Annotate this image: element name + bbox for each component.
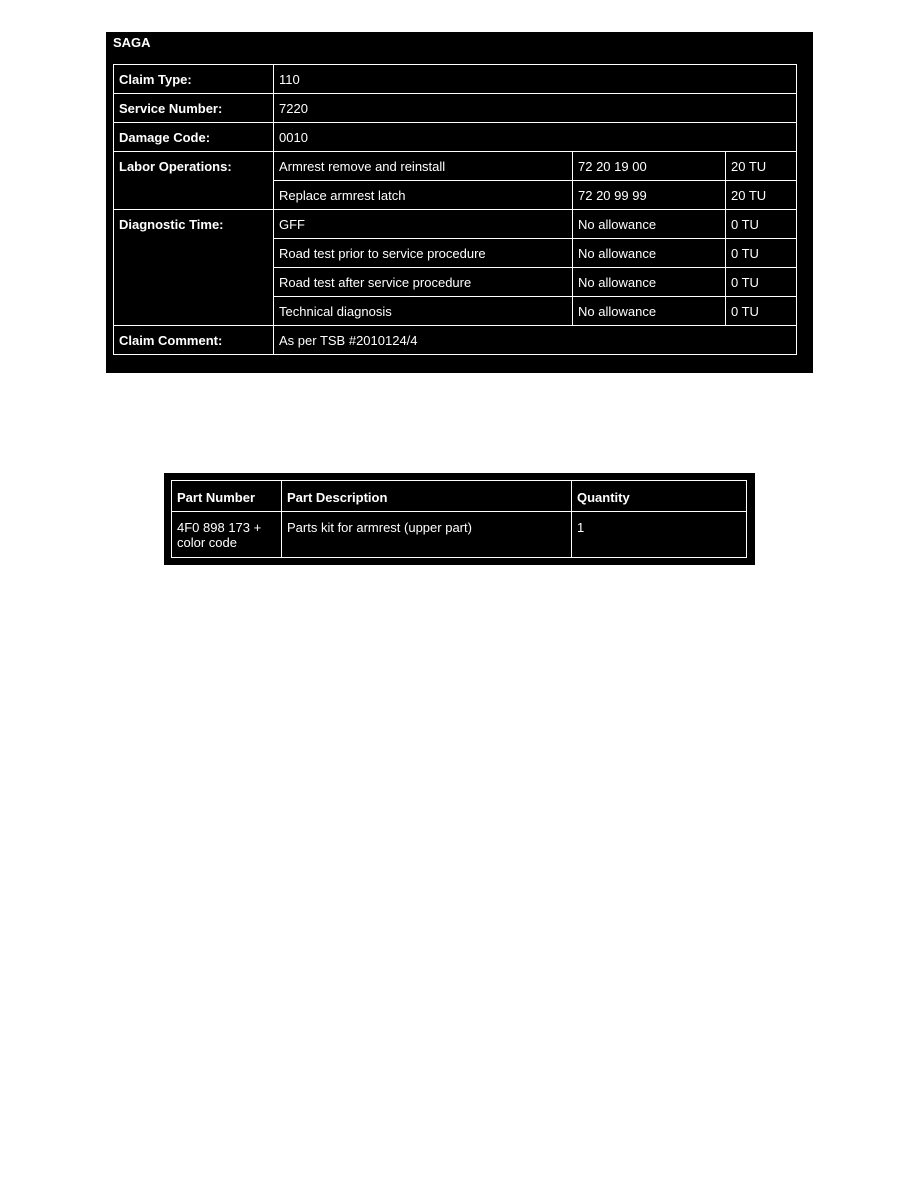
part-quantity: 1 bbox=[572, 512, 747, 558]
service-number-label: Service Number: bbox=[114, 94, 274, 123]
diagnostic-allowance: No allowance bbox=[573, 297, 726, 326]
part-description-header: Part Description bbox=[282, 481, 572, 512]
labor-operation-row bbox=[114, 152, 797, 181]
saga-title: SAGA bbox=[113, 35, 151, 50]
service-number-value: 7220 bbox=[274, 94, 797, 123]
diagnostic-description: Road test after service procedure bbox=[274, 268, 573, 297]
claim-type-row bbox=[114, 65, 797, 94]
diagnostic-time: 0 TU bbox=[726, 239, 797, 268]
labor-operation-code: 72 20 99 99 bbox=[573, 181, 726, 210]
parts-panel bbox=[164, 473, 755, 565]
service-number-row bbox=[114, 94, 797, 123]
claim-type-value: 110 bbox=[274, 65, 797, 94]
part-number-suffix: color code bbox=[177, 535, 237, 550]
part-row bbox=[172, 512, 747, 558]
diagnostic-description: GFF bbox=[274, 210, 573, 239]
damage-code-value: 0010 bbox=[274, 123, 797, 152]
claim-comment-label: Claim Comment: bbox=[114, 326, 274, 355]
labor-operations-label: Labor Operations: bbox=[114, 152, 274, 210]
diagnostic-time-label: Diagnostic Time: bbox=[114, 210, 274, 326]
saga-claim-panel bbox=[106, 32, 813, 373]
part-number: 4F0 898 173 + bbox=[177, 520, 262, 535]
diagnostic-time: 0 TU bbox=[726, 268, 797, 297]
part-number-cell bbox=[172, 512, 282, 558]
diagnostic-allowance: No allowance bbox=[573, 268, 726, 297]
labor-operation-description: Replace armrest latch bbox=[274, 181, 573, 210]
diagnostic-description: Technical diagnosis bbox=[274, 297, 573, 326]
part-number-header: Part Number bbox=[172, 481, 282, 512]
quantity-header: Quantity bbox=[572, 481, 747, 512]
labor-operation-code: 72 20 19 00 bbox=[573, 152, 726, 181]
diagnostic-time: 0 TU bbox=[726, 297, 797, 326]
diagnostic-allowance: No allowance bbox=[573, 210, 726, 239]
part-description: Parts kit for armrest (upper part) bbox=[282, 512, 572, 558]
claim-type-label: Claim Type: bbox=[114, 65, 274, 94]
parts-header-row bbox=[172, 481, 747, 512]
damage-code-label: Damage Code: bbox=[114, 123, 274, 152]
labor-operation-description: Armrest remove and reinstall bbox=[274, 152, 573, 181]
diagnostic-time-row bbox=[114, 210, 797, 239]
parts-table bbox=[171, 480, 747, 558]
claim-table bbox=[113, 64, 797, 355]
claim-comment-row bbox=[114, 326, 797, 355]
labor-operation-time: 20 TU bbox=[726, 181, 797, 210]
diagnostic-description: Road test prior to service procedure bbox=[274, 239, 573, 268]
diagnostic-time: 0 TU bbox=[726, 210, 797, 239]
claim-comment-value: As per TSB #2010124/4 bbox=[274, 326, 797, 355]
diagnostic-allowance: No allowance bbox=[573, 239, 726, 268]
labor-operation-time: 20 TU bbox=[726, 152, 797, 181]
damage-code-row bbox=[114, 123, 797, 152]
